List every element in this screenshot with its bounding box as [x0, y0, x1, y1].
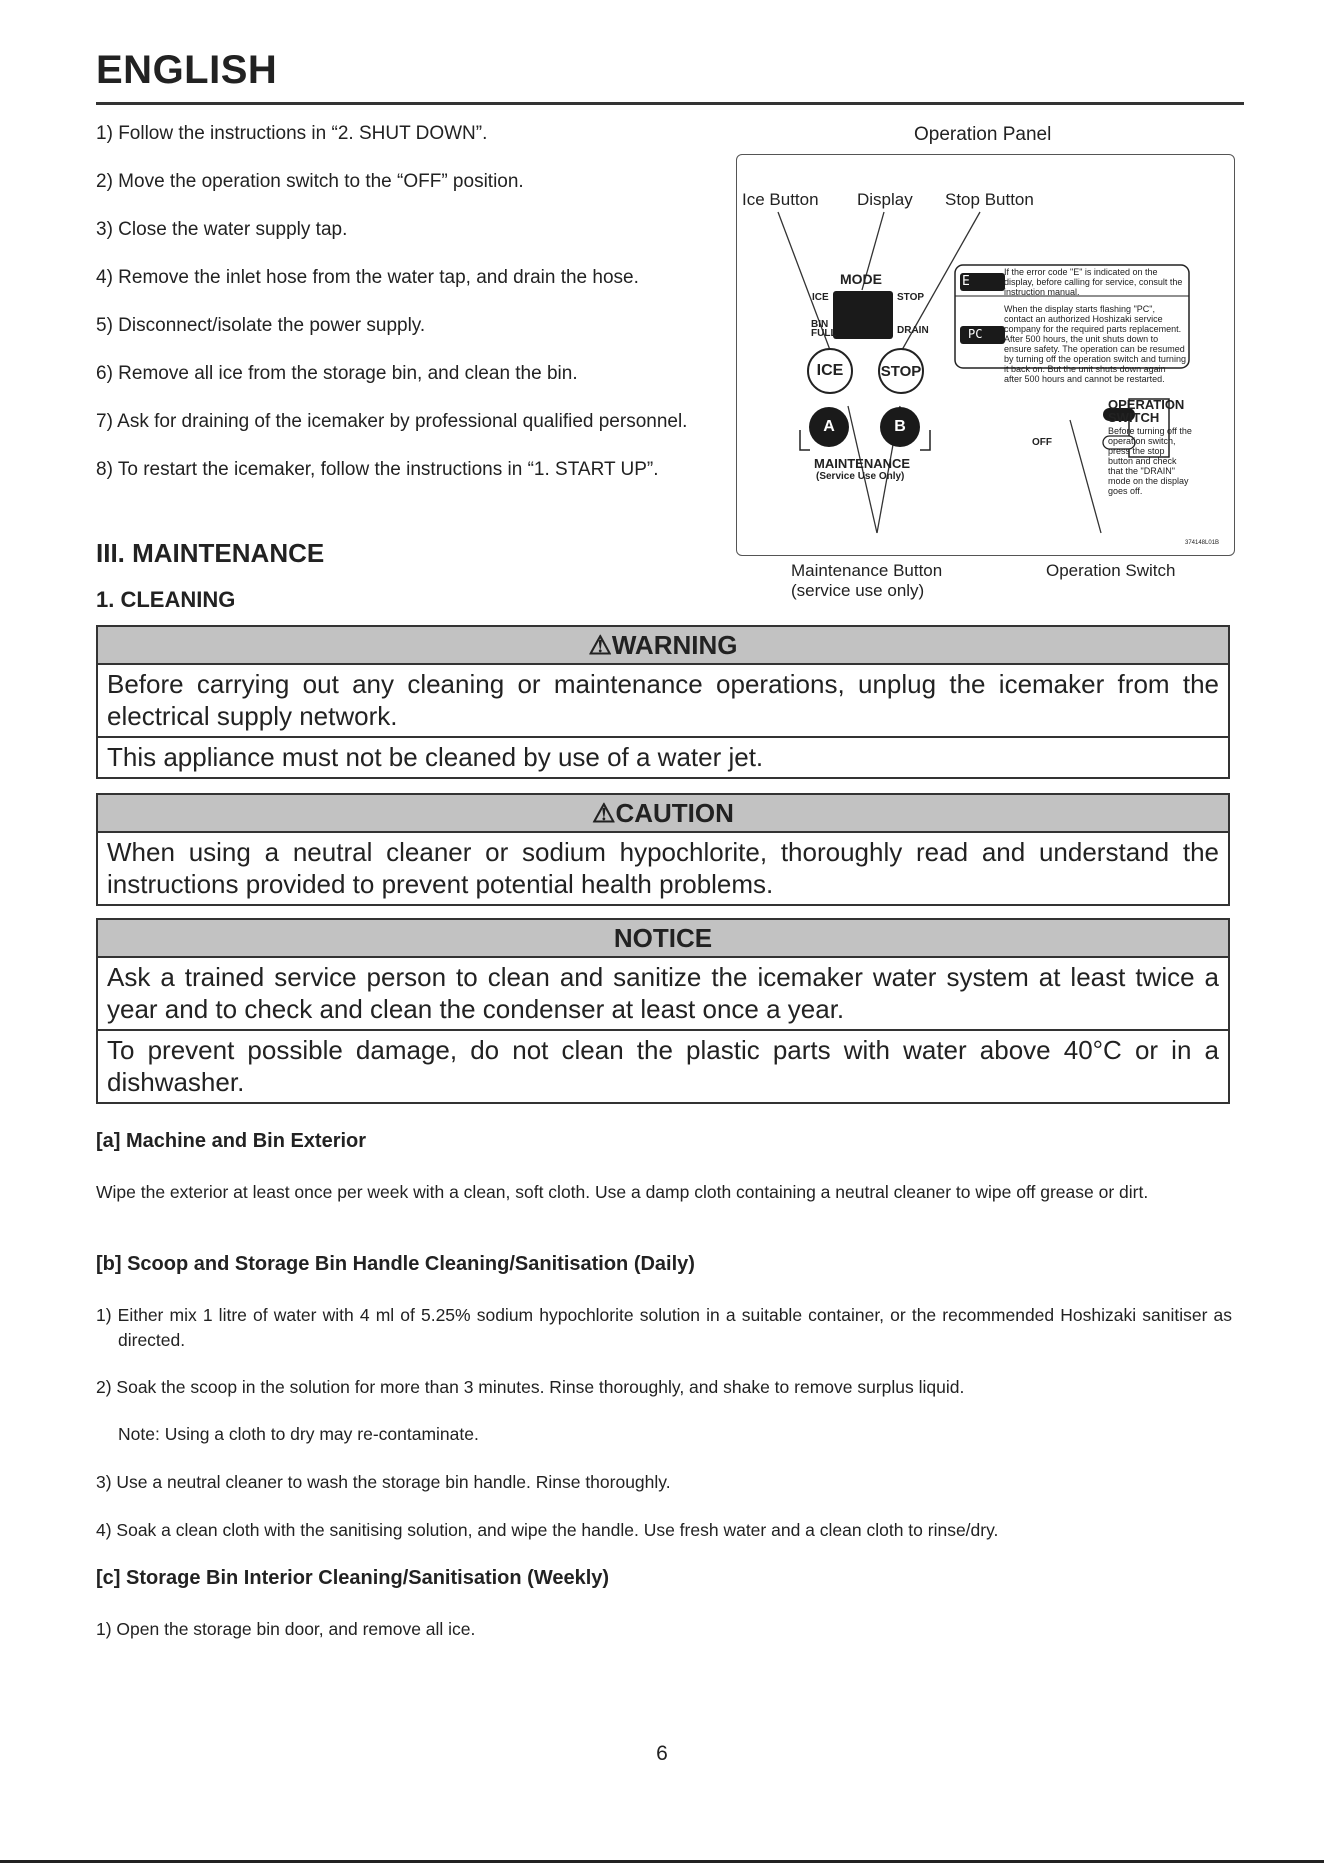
scoop-handle-step: 3) Use a neutral cleaner to wash the storage bin handle. Rinse thoroughly. [96, 1472, 671, 1492]
shutdown-steps-list [96, 120, 736, 504]
notice-text: To prevent possible damage, do not clean the plastic parts with water above 40°C or in a dishwasher. [98, 1029, 1228, 1102]
scoop-handle-step: 1) Either mix 1 litre of water with 4 ml of 5.25% sodium hypochlorite solution in a suitable container, or the recommended Hoshizaki sanitiser as directed. [96, 1305, 1232, 1350]
page-language-heading: ENGLISH [96, 48, 278, 92]
caution-triangle-icon: ⚠ [592, 798, 616, 828]
error-e-description: If the error code "E" is indicated on the display, before calling for service, consult the instruction manual. [1004, 267, 1183, 297]
warning-text: This appliance must not be cleaned by use of a water jet. [98, 736, 1228, 777]
scoop-handle-note: Note: Using a cloth to dry may re-contaminate. [118, 1424, 479, 1444]
notice-text: Ask a trained service person to clean and sanitize the icemaker water system at least twice a year and to check and clean the condenser at least once a year. [107, 962, 1219, 1024]
shutdown-step: 6) Remove all ice from the storage bin, and clean the bin. [96, 363, 578, 384]
scoop-handle-step: 2) Soak the scoop in the solution for more than 3 minutes. Rinse thoroughly, and shake to remove surplus liquid. [96, 1377, 965, 1397]
bin-full-label: BIN FULL [811, 319, 837, 339]
shutdown-step: 4) Remove the inlet hose from the water tap, and drain the hose. [96, 267, 639, 288]
shutdown-step: 7) Ask for draining of the icemaker by professional qualified personnel. [96, 411, 688, 432]
notice-box [96, 918, 1230, 1104]
drain-mode-label: DRAIN [897, 325, 929, 336]
mode-display-screen [833, 291, 893, 339]
panel-part-code: 374148L01B [1185, 540, 1220, 546]
operation-switch-title: OPERATION SWITCH [1108, 397, 1185, 425]
caution-box [96, 793, 1230, 906]
warning-box [96, 625, 1230, 779]
button-b-text: B [894, 418, 906, 435]
shutdown-step: 1) Follow the instructions in “2. SHUT DOWN”. [96, 123, 488, 144]
operation-switch-description: Before turning off the operation switch, press the stop button and check that the "DRAIN" mode on the display goes off. [1108, 426, 1192, 496]
warning-text: Before carrying out any cleaning or maintenance operations, unplug the icemaker from the electrical supply network. [107, 669, 1219, 731]
ice-button-callout: Ice Button [742, 190, 819, 209]
warning-header: ⚠WARNING [98, 627, 1228, 665]
error-pc-code: PC [968, 327, 983, 341]
shutdown-step: 5) Disconnect/isolate the power supply. [96, 315, 426, 336]
error-pc-display [960, 326, 1005, 344]
caution-text: When using a neutral cleaner or sodium hypochlorite, thoroughly read and understand the instructions provided to prevent potential health problems. [107, 837, 1219, 899]
display-callout: Display [857, 190, 913, 209]
scoop-handle-step: 4) Soak a clean cloth with the sanitising solution, and wipe the handle. Use fresh water and a clean cloth to rinse/dry. [96, 1520, 999, 1540]
service-use-only-label: (Service Use Only) [816, 471, 905, 482]
machine-bin-exterior-text: Wipe the exterior at least once per week with a clean, soft cloth. Use a damp cloth containing a neutral cleaner to wipe off grease or dirt. [96, 1182, 1149, 1202]
button-a-text: A [823, 418, 835, 435]
warning-triangle-icon: ⚠ [588, 630, 612, 660]
mode-label: MODE [840, 271, 882, 287]
caution-header: ⚠CAUTION [98, 795, 1228, 833]
maintenance-label: MAINTENANCE [814, 456, 911, 471]
footer-rule [0, 1860, 1324, 1863]
maintenance-button-callout: Maintenance Button (service use only) [791, 561, 943, 600]
shutdown-step: 2) Move the operation switch to the “OFF” position. [96, 171, 524, 192]
machine-bin-exterior-heading: [a] Machine and Bin Exterior [96, 1130, 367, 1152]
bin-interior-step: 1) Open the storage bin door, and remove all ice. [96, 1619, 476, 1639]
header-divider [96, 102, 1244, 105]
section-title: III. MAINTENANCE [96, 538, 325, 568]
ice-mode-label: ICE [812, 292, 829, 303]
stop-mode-label: STOP [897, 292, 925, 303]
switch-off-text: OFF [1032, 437, 1052, 448]
error-pc-description: When the display starts flashing "PC", contact an authorized Hoshizaki service company for the required parts replacement. After 500 hours, the unit shuts down to ensure safety. The operation can be resumed by turning off the operation switch and turning it back on. But the unit shuts down again after 500 hours and cannot be restarted. [1004, 304, 1186, 384]
operation-switch-callout: Operation Switch [1046, 561, 1176, 580]
bin-interior-heading: [c] Storage Bin Interior Cleaning/Sanitisation (Weekly) [96, 1567, 610, 1589]
notice-header: NOTICE [98, 920, 1228, 958]
stop-button-callout: Stop Button [945, 190, 1034, 209]
shutdown-step: 3) Close the water supply tap. [96, 219, 348, 240]
panel-caption: Operation Panel [914, 124, 1052, 145]
shutdown-step: 8) To restart the icemaker, follow the instructions in “1. START UP”. [96, 459, 659, 480]
stop-button-text: STOP [880, 363, 922, 380]
error-e-code: E [962, 274, 970, 289]
ice-button-text: ICE [816, 362, 844, 379]
scoop-handle-heading: [b] Scoop and Storage Bin Handle Cleaning/Sanitisation (Daily) [96, 1253, 695, 1275]
page-number: 6 [656, 1742, 668, 1765]
subsection-title: 1. CLEANING [96, 587, 236, 612]
switch-on-text: ON [1034, 408, 1050, 419]
